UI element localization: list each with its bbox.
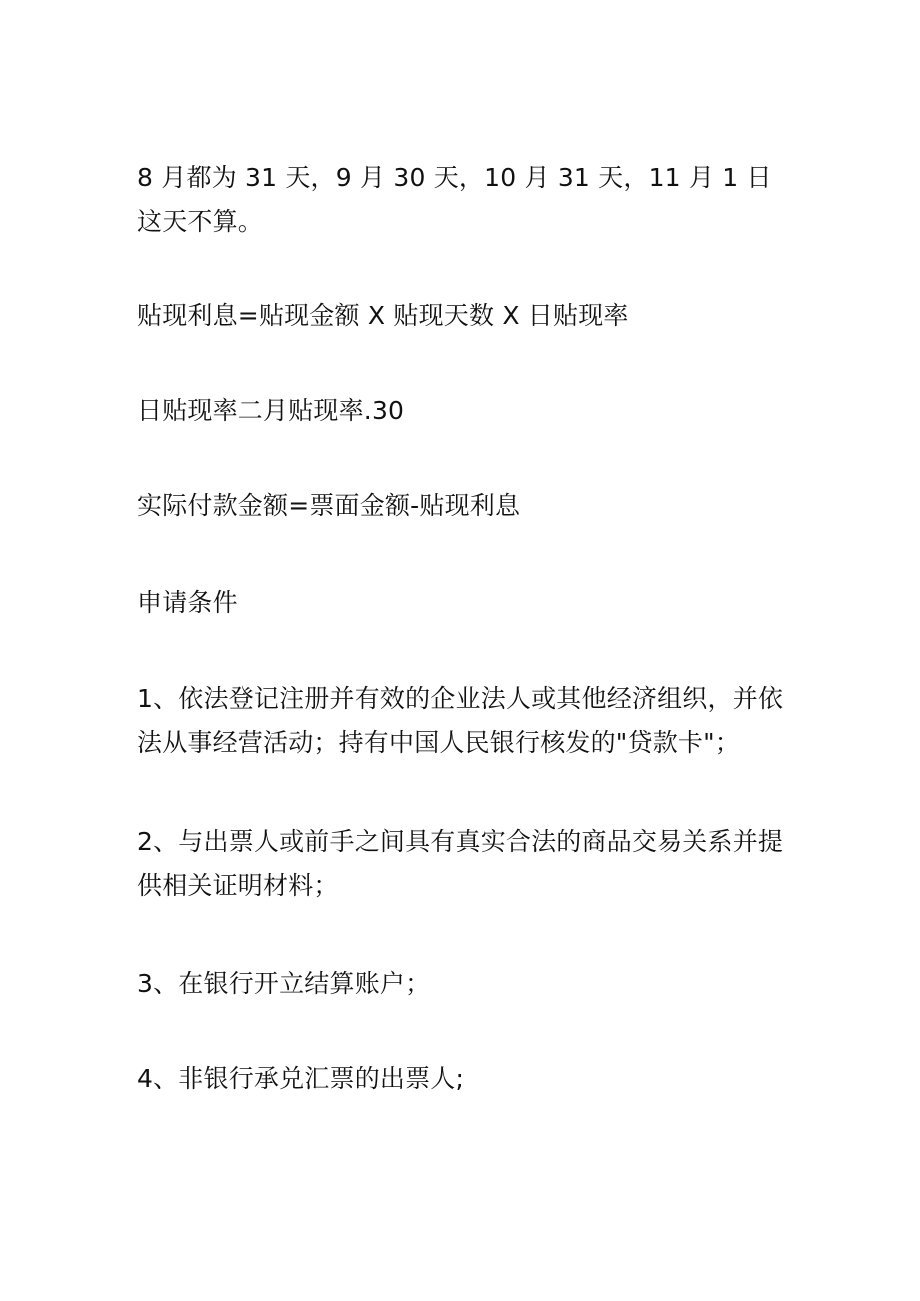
list-item-condition-4: 4、非银行承兑汇票的出票人;	[137, 1064, 465, 1093]
list-item-condition-2: 2、与出票人或前手之间具有真实合法的商品交易关系并提供相关证明材料；	[137, 827, 784, 900]
paragraph-discount-interest-formula: 贴现利息=贴现金额 X 贴现天数 X 日贴现率	[137, 301, 629, 330]
paragraph-daily-rate-formula: 日贴现率二月贴现率.30	[137, 396, 405, 425]
paragraph-actual-payment-formula: 实际付款金额=票面金额-贴现利息	[137, 491, 521, 520]
list-item-condition-1: 1、依法登记注册并有效的企业法人或其他经济组织，并依法从事经营活动；持有中国人民银行核发的"贷款卡"；	[137, 684, 784, 757]
section-heading-conditions: 申请条件	[137, 588, 238, 617]
paragraph-days-note: 8 月都为 31 天，9 月 30 天，10 月 31 天，11 月 1 日这天不算。	[137, 163, 772, 236]
list-item-condition-3: 3、在银行开立结算账户；	[137, 969, 431, 998]
